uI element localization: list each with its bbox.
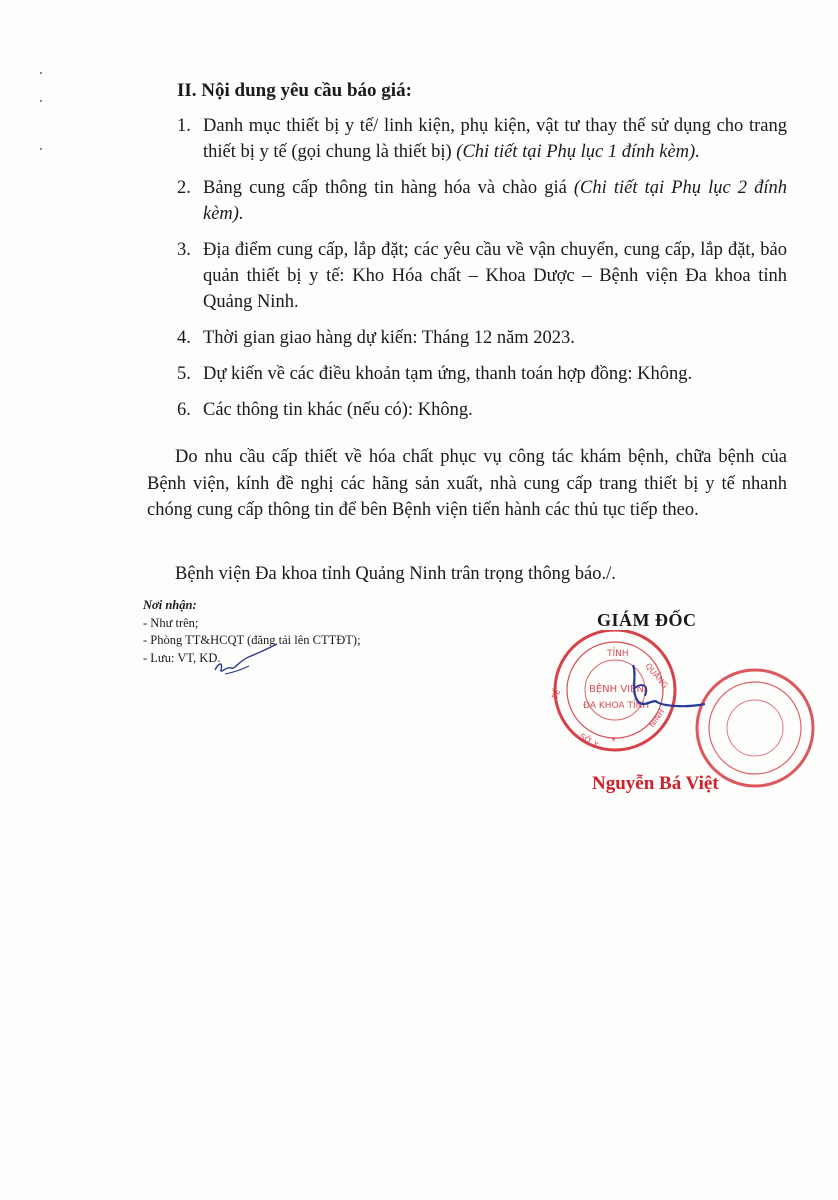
recipient-line: - Lưu: VT, KD. [143, 650, 221, 665]
list-item [177, 175, 787, 227]
seal-text: TẾ [550, 688, 563, 701]
scan-speck [40, 100, 42, 102]
item-text-block [203, 237, 787, 315]
item-text: Bảng cung cấp thông tin hàng hóa và chào giá [203, 178, 574, 198]
initial-signature-icon [205, 640, 285, 680]
item-text: Thời gian giao hàng dự kiến: Tháng 12 năm 2023. [203, 328, 575, 348]
item-note: (Chi tiết tại Phụ lục 1 đính kèm). [456, 142, 700, 162]
signer-name: Nguyễn Bá Việt [592, 773, 719, 794]
svg-text:*: * [611, 736, 616, 747]
item-number: 3. [177, 240, 191, 260]
requirement-list [177, 113, 787, 433]
section-title: II. Nội dung yêu cầu báo giá: [177, 80, 412, 101]
seal-text: SỞ Y [578, 731, 600, 750]
item-text-block [203, 361, 787, 387]
item-number: 2. [177, 178, 191, 198]
item-number: 1. [177, 116, 191, 136]
item-note: (Chi tiết tại Phụ lục 2 đính kèm). [203, 178, 788, 224]
item-text-block [203, 175, 787, 227]
announcement: Bệnh viện Đa khoa tỉnh Quảng Ninh trân trọng thông báo./. [175, 564, 616, 584]
list-item [177, 361, 787, 387]
seal-text: NINH [647, 707, 667, 730]
scan-speck [40, 148, 42, 150]
scan-speck [40, 72, 42, 74]
item-text: Danh mục thiết bị y tế/ linh kiện, phụ kiện, vật tư thay thế sử dụng cho trang thiết bị y tế (gọi chung là thiết bị) [203, 116, 787, 162]
item-text: Địa điểm cung cấp, lắp đặt; các yêu cầu về vận chuyển, cung cấp, lắp đặt, bảo quản thiết bị y tế: Kho Hóa chất – Khoa Dược – Bệnh viện Đa khoa tỉnh Quảng Ninh. [203, 240, 787, 312]
list-item [177, 237, 787, 315]
item-text-block [203, 113, 787, 165]
signer-position: GIÁM ĐỐC [597, 610, 697, 630]
seal-text: QUẢNG [643, 661, 670, 691]
closing-paragraph: Do nhu cầu cấp thiết về hóa chất phục vụ công tác khám bệnh, chữa bệnh của Bệnh viện, kính đề nghị các hãng sản xuất, nhà cung cấp trang thiết bị y tế nhanh chóng cung cấp thông tin để bên Bệnh viện tiến hành các thủ tục tiếp theo. [147, 447, 787, 520]
list-item [177, 325, 787, 351]
item-text: Dự kiến về các điều khoản tạm ứng, thanh toán hợp đồng: Không. [203, 364, 693, 384]
seal-text: BỆNH VIỆN [589, 684, 644, 695]
seal-text: ĐA KHOA TỈNH [583, 701, 650, 711]
item-number: 6. [177, 400, 191, 420]
item-text: Các thông tin khác (nếu có): Không. [203, 400, 473, 420]
recipient-line: - Như trên; [143, 615, 199, 630]
recipients-title: Nơi nhận: [143, 598, 197, 612]
list-item [177, 113, 787, 165]
seal-text: TỈNH [607, 649, 629, 659]
item-number: 4. [177, 328, 191, 348]
recipient-line: - Phòng TT&HCQT (đăng tải lên CTTĐT); [143, 633, 361, 647]
list-item [177, 397, 787, 423]
item-number: 5. [177, 364, 191, 384]
item-text-block [203, 397, 787, 423]
item-text-block [203, 325, 787, 351]
